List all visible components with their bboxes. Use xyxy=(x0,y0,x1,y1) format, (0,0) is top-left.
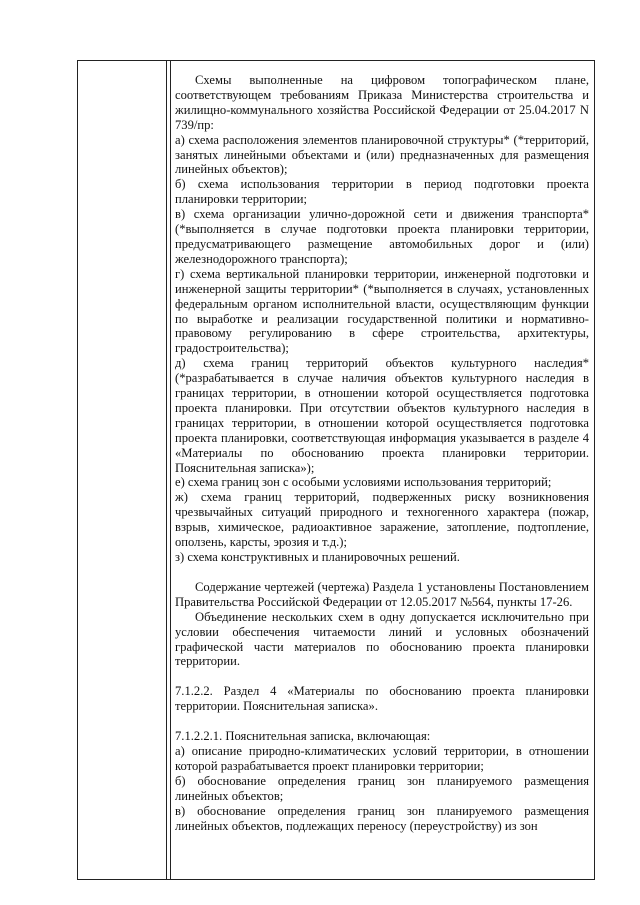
paragraph: е) схема границ зон с особыми условиями использования территорий; xyxy=(175,475,552,490)
paragraph: Содержание чертежей (чертежа) Раздела 1 установлены Постановлением Правительства Российской Федерации от 12.05.2017 №564, пункты 17-26. xyxy=(175,579,589,609)
table-cell-content xyxy=(175,73,589,834)
paragraph: а) описание природно-климатических условий территории, в отношении которой разрабатывается проект планировки территории; xyxy=(175,744,589,773)
paragraph-spacer xyxy=(175,669,589,684)
paragraph: Схемы выполненные на цифровом топографическом плане, соответствующем требованиям Приказа Министерства строительства и жилищно-коммунального хозяйства Российской Федерации от 25.04.2017 N 739/пр: xyxy=(175,73,589,132)
paragraph: в) обоснование определения границ зон планируемого размещения линейных объектов, подлежащих переносу (переустройству) из зон xyxy=(175,803,589,833)
paragraph: з) схема конструктивных и планировочных решений. xyxy=(175,550,460,564)
paragraph: 7.1.2.2. Раздел 4 «Материалы по обоснованию проекта планировки территории. Пояснительная записка». xyxy=(175,684,589,714)
table-column-border xyxy=(166,61,167,879)
table-column-border xyxy=(170,61,171,879)
paragraph: Объединение нескольких схем в одну допускается исключительно при условии обеспечения читаемости линий и условных обозначений графической части материалов по обоснованию проекта планировки территории. xyxy=(175,609,589,669)
paragraph: 7.1.2.2.1. Пояснительная записка, включающая: xyxy=(175,729,431,744)
paragraph: в) схема организации улично-дорожной сети и движения транспорта* (*выполняется в случае подготовки проекта планировки территории, предусматривающего размещение автомобильных дорог и (или) железнодорожного транспорта); xyxy=(175,207,589,266)
paragraph: б) обоснование определения границ зон планируемого размещения линейных объектов; xyxy=(175,773,589,803)
paragraph: а) схема расположения элементов планировочной структуры* (*территорий, занятых линейными объектами и (или) предназначенных для размещения линейных объектов); xyxy=(175,132,589,177)
paragraph: д) схема границ территорий объектов культурного наследия* (*разрабатывается в случае наличия объектов культурного наследия в границах территории, в отношении которой осуществляется подготовка проекта планировки. При отсутствии объектов культурного наследия в границах территории, в отношении которой осуществляется подготовка проекта планировки, соответствующая информация указывается в разделе 4 «Материалы по обоснованию проекта планировки территории. Пояснительная записка»); xyxy=(175,356,589,475)
paragraph-spacer xyxy=(175,565,589,580)
paragraph: б) схема использования территории в период подготовки проекта планировки территории; xyxy=(175,177,589,207)
paragraph: г) схема вертикальной планировки территории, инженерной подготовки и инженерной защиты территории* (*выполняется в случаях, установленных федеральным органом исполнительной власти, осуществляющим функции по выработке и реализации государственной политики и нормативно-правовому регулированию в сфере строительства, архитектуры, градостроительства); xyxy=(175,266,589,356)
paragraph: ж) схема границ территорий, подверженных риску возникновения чрезвычайных ситуаций природного и техногенного характера (пожар, взрыв, химическое, радиоактивное заражение, затопление, подтопление, оползень, карсты, эрозия и т.д.); xyxy=(175,490,589,550)
paragraph-spacer xyxy=(175,714,589,729)
document-table xyxy=(77,60,595,880)
